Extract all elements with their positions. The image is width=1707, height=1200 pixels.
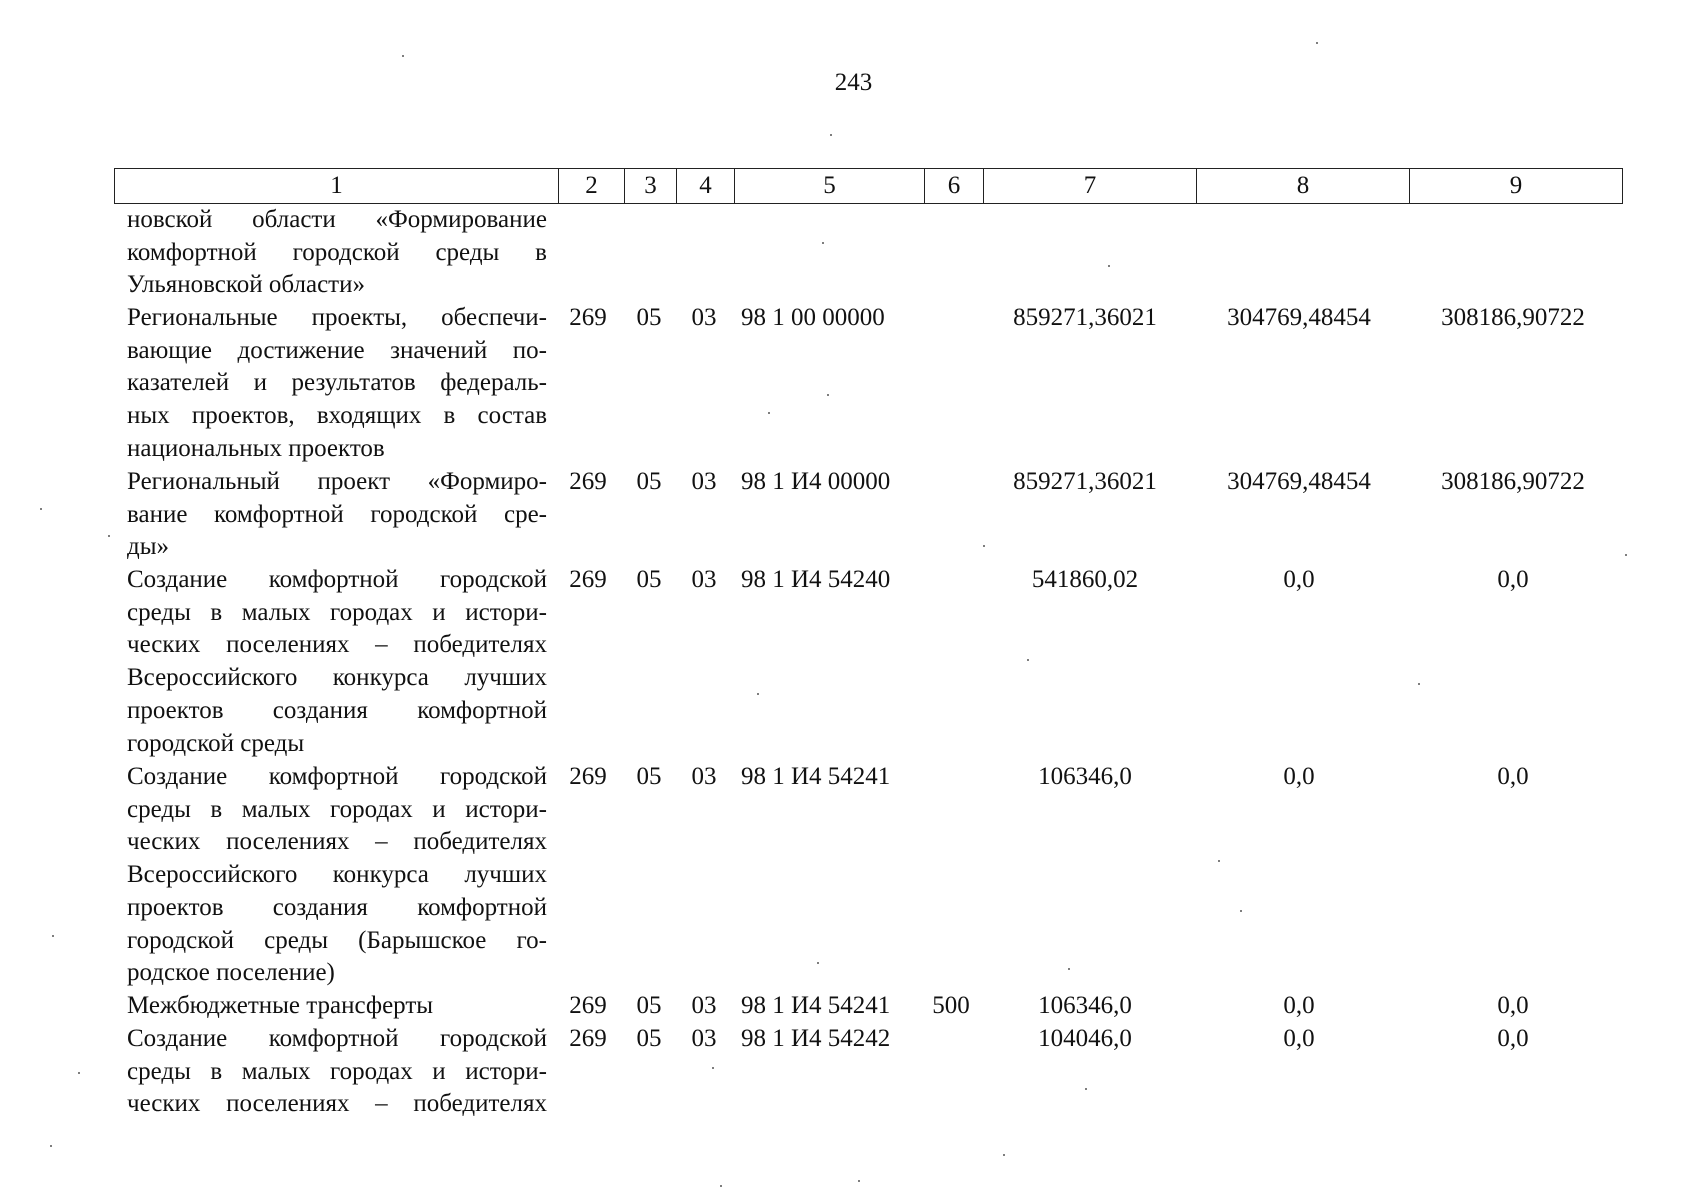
cell-amount-col9: 308186,90722 — [1441, 468, 1585, 495]
row-name-line: Ульяновской области» — [127, 271, 365, 299]
scan-speck — [817, 962, 819, 964]
cell-ministry-code: 269 — [569, 468, 607, 495]
cell-subsection-code: 03 — [691, 763, 717, 790]
row-name-line: Создание комфортной городской — [127, 763, 547, 790]
cell-amount-col9: 308186,90722 — [1441, 304, 1585, 331]
scan-speck — [1108, 265, 1110, 267]
column-header-5: 5 — [735, 169, 925, 204]
cell-ministry-code: 269 — [569, 1025, 607, 1052]
cell-amount-col9: 0,0 — [1497, 1025, 1529, 1052]
scan-speck — [1068, 968, 1070, 970]
scan-speck — [1218, 860, 1220, 862]
row-name — [127, 302, 547, 466]
row-name-line: Всероссийского конкурса лучших — [127, 861, 547, 889]
scan-speck — [402, 55, 404, 57]
scan-speck — [1418, 683, 1420, 685]
column-header-1: 1 — [115, 169, 559, 204]
cell-amount-col8: 0,0 — [1283, 1025, 1315, 1052]
cell-subsection-code: 03 — [691, 1025, 717, 1052]
row-name-line: ды» — [127, 533, 170, 561]
row-name-line: проектов создания комфортной — [127, 893, 547, 921]
cell-section-code: 05 — [636, 763, 662, 790]
row-name-line: ных проектов, входящих в состав — [127, 402, 547, 430]
cell-section-code: 05 — [636, 304, 662, 331]
cell-ministry-code: 269 — [569, 566, 607, 593]
scan-speck — [720, 1185, 722, 1187]
row-name-line: казателей и результатов федераль- — [127, 369, 547, 397]
page-number: 243 — [834, 69, 873, 96]
row-name-line: среды в малых городах и истори- — [127, 795, 547, 823]
column-header-2: 2 — [559, 169, 625, 204]
scan-speck — [78, 1072, 80, 1074]
row-name-line: Межбюджетные трансферты — [127, 992, 434, 1019]
row-name — [127, 990, 547, 1023]
scan-speck — [757, 693, 759, 695]
column-header-7: 7 — [984, 169, 1197, 204]
cell-subsection-code: 03 — [691, 992, 717, 1019]
row-name-line: ческих поселениях – победителях — [127, 631, 547, 659]
cell-section-code: 05 — [636, 468, 662, 495]
scan-speck — [858, 1180, 860, 1182]
cell-target-article: 98 1 И4 00000 — [741, 468, 891, 495]
scan-speck — [40, 508, 42, 510]
row-name-line: новской области «Формирование — [127, 206, 547, 233]
row-name-line: Создание комфортной городской — [127, 1025, 547, 1052]
row-name — [127, 466, 547, 564]
cell-section-code: 05 — [636, 566, 662, 593]
cell-section-code: 05 — [636, 992, 662, 1019]
cell-section-code: 05 — [636, 1025, 662, 1052]
scan-speck — [50, 1145, 52, 1147]
scan-speck — [827, 394, 829, 396]
row-name-line: ческих поселениях – победителях — [127, 828, 547, 856]
cell-ministry-code: 269 — [569, 992, 607, 1019]
scan-speck — [1625, 554, 1627, 556]
scan-speck — [1085, 1088, 1087, 1090]
cell-amount-col8: 304769,48454 — [1227, 304, 1371, 331]
cell-amount-col7: 541860,02 — [1031, 566, 1139, 593]
row-name-line: среды в малых городах и истори- — [127, 1057, 547, 1085]
cell-amount-col9: 0,0 — [1497, 992, 1529, 1019]
row-name-line: среды в малых городах и истори- — [127, 598, 547, 626]
cell-amount-col8: 0,0 — [1283, 763, 1315, 790]
scan-speck — [822, 242, 824, 244]
row-name-line: ческих поселениях – победителях — [127, 1090, 547, 1118]
cell-amount-col8: 0,0 — [1283, 992, 1315, 1019]
cell-amount-col9: 0,0 — [1497, 763, 1529, 790]
column-header-3: 3 — [625, 169, 677, 204]
row-name-line: национальных проектов — [127, 434, 385, 462]
cell-amount-col7: 106346,0 — [1038, 992, 1132, 1019]
row-name-line: Всероссийского конкурса лучших — [127, 664, 547, 692]
scan-speck — [768, 412, 770, 414]
cell-ministry-code: 269 — [569, 763, 607, 790]
table-header — [114, 168, 1623, 204]
cell-amount-col7: 104046,0 — [1038, 1025, 1132, 1052]
row-name-line: Создание комфортной городской — [127, 566, 547, 593]
scan-speck — [1240, 910, 1242, 912]
cell-target-article: 98 1 И4 54240 — [741, 566, 891, 593]
cell-amount-col7: 106346,0 — [1038, 763, 1132, 790]
row-name — [127, 204, 547, 302]
cell-expense-type: 500 — [932, 992, 970, 1019]
cell-target-article: 98 1 И4 54242 — [741, 1025, 891, 1052]
cell-amount-col7: 859271,36021 — [1013, 468, 1157, 495]
row-name — [127, 761, 547, 990]
row-name-line: вающие достижение значений по- — [127, 336, 547, 364]
row-name-line: Региональный проект «Формиро- — [127, 468, 547, 495]
row-name-line: родское поселение) — [127, 959, 335, 987]
row-name-line: комфортной городской среды в — [127, 238, 547, 266]
scan-speck — [983, 545, 985, 547]
column-header-8: 8 — [1197, 169, 1410, 204]
scan-speck — [1027, 659, 1029, 661]
row-name — [127, 564, 547, 760]
scan-speck — [830, 134, 832, 136]
cell-amount-col8: 304769,48454 — [1227, 468, 1371, 495]
row-name-line: проектов создания комфортной — [127, 696, 547, 724]
cell-amount-col7: 859271,36021 — [1013, 304, 1157, 331]
row-name-line: Региональные проекты, обеспечи- — [127, 304, 547, 331]
column-header-4: 4 — [677, 169, 735, 204]
scan-speck — [108, 535, 110, 537]
row-name-line: городской среды (Барышское го- — [127, 926, 547, 954]
cell-target-article: 98 1 И4 54241 — [741, 992, 891, 1019]
cell-amount-col9: 0,0 — [1497, 566, 1529, 593]
cell-subsection-code: 03 — [691, 304, 717, 331]
cell-subsection-code: 03 — [691, 566, 717, 593]
row-name-line: вание комфортной городской сре- — [127, 500, 547, 528]
scan-speck — [1003, 1154, 1005, 1156]
cell-amount-col8: 0,0 — [1283, 566, 1315, 593]
cell-target-article: 98 1 И4 54241 — [741, 763, 891, 790]
scan-speck — [712, 1067, 714, 1069]
scan-speck — [52, 935, 54, 937]
scan-speck — [1316, 42, 1318, 44]
cell-ministry-code: 269 — [569, 304, 607, 331]
row-name-line: городской среды — [127, 729, 305, 757]
column-header-9: 9 — [1410, 169, 1623, 204]
cell-target-article: 98 1 00 00000 — [741, 304, 885, 331]
row-name — [127, 1023, 547, 1121]
column-header-6: 6 — [925, 169, 984, 204]
cell-subsection-code: 03 — [691, 468, 717, 495]
